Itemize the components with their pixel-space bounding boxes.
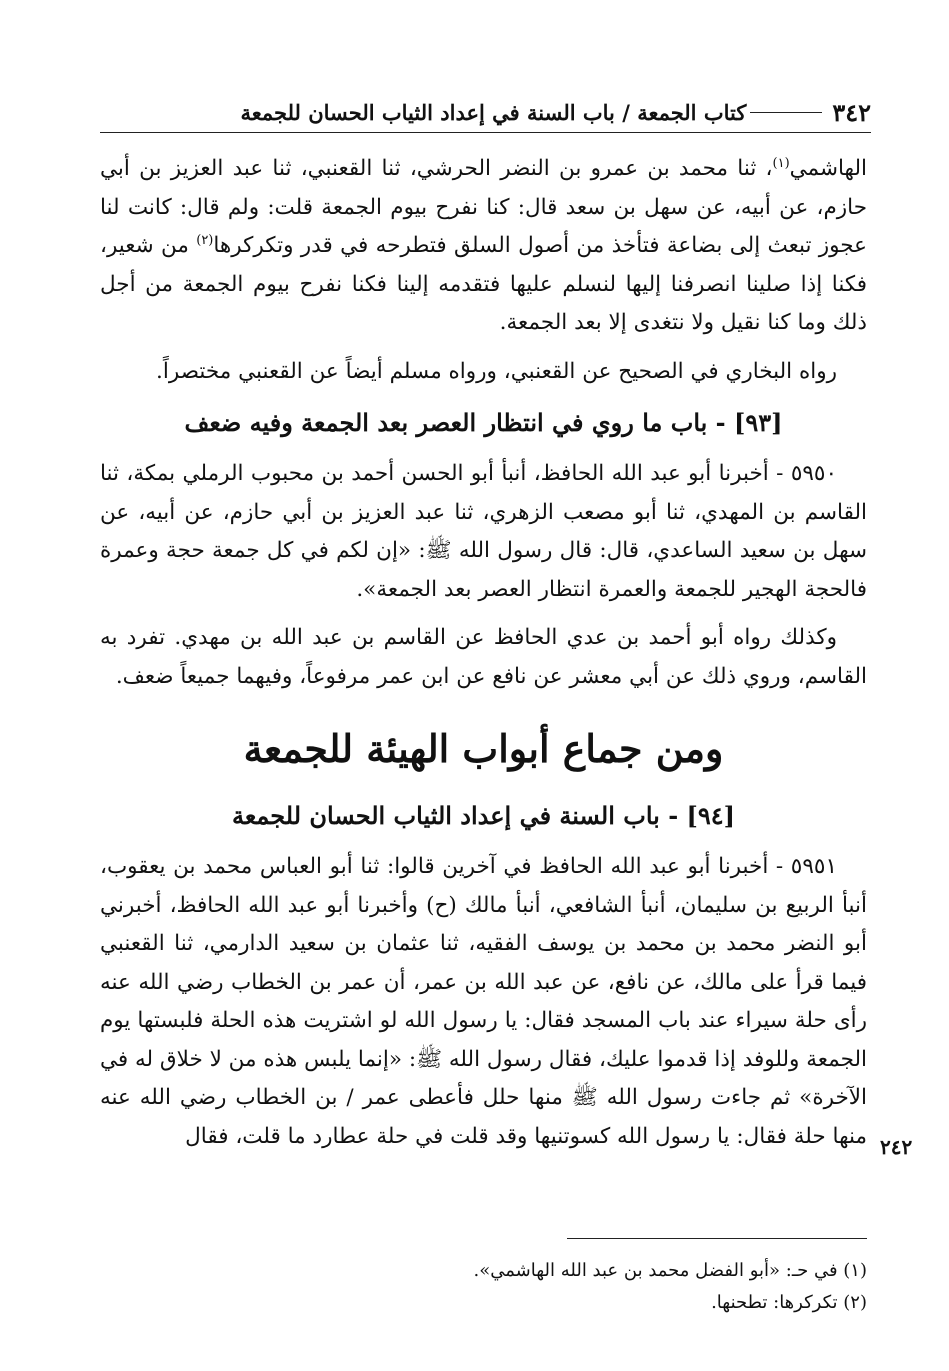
- footnote-marker-1: (١): [772, 155, 790, 171]
- running-header: [100, 92, 871, 133]
- paragraph-bukhari-note: رواه البخاري في الصحيح عن القعنبي، ورواه مسلم أيضاً عن القعنبي مختصراً.: [156, 358, 837, 384]
- main-text: [100, 150, 867, 1156]
- chapter-heading-93: [٩٣] - باب ما روي في انتظار العصر بعد الجمعة وفيه ضعف: [184, 408, 783, 437]
- page-number: ٣٤٢: [832, 97, 871, 127]
- header-title: كتاب الجمعة / باب السنة في إعداد الثياب الحسان للجمعة: [240, 99, 747, 125]
- paragraph-ibn-adi-note: وكذلك رواه أبو أحمد بن عدي الحافظ عن القاسم بن عبد الله بن مهدي. تفرد به القاسم، وروي ذلك عن أبي معشر عن نافع عن ابن عمر مرفوعاً، وفيهما جميعاً ضعف.: [100, 625, 867, 689]
- paragraph-text: من شعير، فكنا إذا صلينا انصرفنا إليها لنسلم عليها فتقدمه إلينا فكنا نفرح بيوم الجمعة من أجل ذلك وما كنا نقيل ولا نتغدى إلا بعد الجمعة.: [100, 233, 867, 335]
- footnote-1: (١) في حـ: «أبو الفضل محمد بن عبد الله الهاشمي».: [473, 1260, 867, 1281]
- section-title: ومن جماع أبواب الهيئة للجمعة: [243, 726, 724, 771]
- hadith-5950: ٥٩٥٠ - أخبرنا أبو عبد الله الحافظ، أنبأ أبو الحسن أحمد بن محبوب الرملي بمكة، ثنا القاسم بن المهدي، ثنا أبو مصعب الزهري، ثنا عبد العزيز بن أبي حازم، عن أبيه، عن سهل بن سعيد الساعدي، قال: قال رسول الله ﷺ: «إن لكم في كل جمعة حجة وعمرة فالحجة الهجير للجمعة والعمرة انتظار العصر بعد الجمعة».: [100, 461, 867, 602]
- header-rule: [750, 112, 822, 113]
- chapter-heading-94: [٩٤] - باب السنة في إعداد الثياب الحسان للجمعة: [231, 801, 736, 830]
- paragraph-continuation: [100, 150, 867, 343]
- footnote-marker-2: (٢): [196, 232, 214, 248]
- hadith-5951: ٥٩٥١ - أخبرنا أبو عبد الله الحافظ في آخرين قالوا: ثنا أبو العباس محمد بن يعقوب، أنبأ الربيع بن سليمان، أنبأ الشافعي، أنبأ مالك (ح) وأخبرنا أبو عبد الله الحافظ، أخبرني أبو النضر محمد بن محمد بن يوسف الفقيه، ثنا عثمان بن سعيد الدارمي، ثنا القعنبي فيما قرأ على مالك، عن نافع، عن عبد الله بن عمر، أن عمر بن الخطاب رضي الله عنه رأى حلة سيراء عند باب المسجد فقال: يا رسول الله لو اشتريت هذه الحلة فلبستها يوم الجمعة وللوفد إذا قدموا عليك، فقال رسول الله ﷺ: «إنما يلبس هذه من لا خلاق له في الآخرة» ثم جاءت رسول الله ﷺ منها حلل فأعطى عمر / بن الخطاب رضي الله عنه منها حلة فقال: يا رسول الله كسوتنيها وقد قلت في حلة عطارد ما قلت، فقال: [99, 854, 867, 1149]
- footnote-rule: [567, 1238, 867, 1239]
- paragraph-text: ، ثنا محمد بن عمرو بن النضر الحرشي، ثنا القعنبي، ثنا عبد العزيز بن أبي حازم، عن أبيه، عن سهل بن سعد قال: كنا نفرح بيوم الجمعة قلت: ولم قال: كانت لنا عجوز تبعث إلى بضاعة فتأخذ من أصول السلق فتطرحه في قدر وتكركرها: [100, 156, 867, 258]
- footnote-2: (٢) تكركرها: تطحنها.: [711, 1292, 867, 1313]
- paragraph-text: الهاشمي: [789, 156, 867, 181]
- margin-page-reference: ٢٤٢: [880, 1135, 913, 1159]
- footnotes: [100, 1255, 867, 1319]
